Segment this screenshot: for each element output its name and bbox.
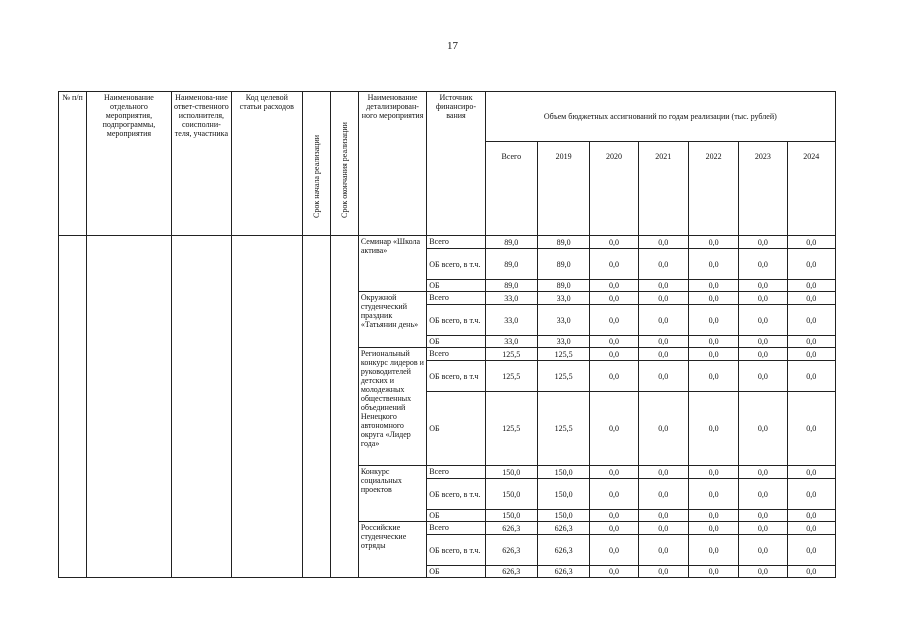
budget-value-cell: 0,0 [638, 280, 688, 292]
budget-value-cell: 0,0 [739, 510, 787, 522]
budget-value-cell: 0,0 [590, 522, 638, 535]
budget-value-cell: 0,0 [590, 280, 638, 292]
budget-value-cell: 0,0 [688, 361, 738, 392]
funding-source-cell: ОБ всего, в т.ч [427, 361, 485, 392]
col-detailed-header: Наименование детализирован-ного мероприятия [358, 92, 426, 236]
col-no-header: № п/п [59, 92, 87, 236]
budget-value-cell: 89,0 [485, 249, 537, 280]
funding-source-cell: ОБ всего, в т.ч. [427, 535, 485, 566]
budget-value-cell: 0,0 [739, 348, 787, 361]
budget-table [58, 91, 836, 578]
col-end-header [330, 92, 358, 236]
table-row [59, 236, 836, 249]
detailed-activity-name: Семинар «Школа актива» [358, 236, 426, 292]
budget-value-cell: 0,0 [638, 249, 688, 280]
budget-value-cell: 0,0 [590, 249, 638, 280]
budget-value-cell: 0,0 [638, 361, 688, 392]
year-header: 2022 [688, 142, 738, 236]
budget-value-cell: 150,0 [537, 510, 589, 522]
budget-value-cell: 150,0 [537, 479, 589, 510]
budget-value-cell: 0,0 [787, 510, 835, 522]
year-header: 2021 [638, 142, 688, 236]
budget-value-cell: 0,0 [590, 510, 638, 522]
empty-merged-cell [302, 236, 330, 578]
budget-value-cell: 626,3 [537, 535, 589, 566]
funding-source-cell: ОБ всего, в т.ч. [427, 249, 485, 280]
table-body [59, 236, 836, 578]
empty-merged-cell [59, 236, 87, 578]
budget-value-cell: 0,0 [739, 361, 787, 392]
budget-header: Объем бюджетных ассигнований по годам реализации (тыс. рублей) [485, 92, 835, 142]
budget-value-cell: 626,3 [485, 566, 537, 578]
budget-value-cell: 0,0 [739, 292, 787, 305]
budget-value-cell: 89,0 [537, 249, 589, 280]
budget-value-cell: 0,0 [688, 392, 738, 466]
budget-value-cell: 0,0 [688, 280, 738, 292]
page-number: 17 [447, 40, 458, 52]
detailed-activity-name: Региональный конкурс лидеров и руководителей детских и молодежных общественных объединений Ненецкого автономного округа «Лидер года» [358, 348, 426, 466]
year-header: 2020 [590, 142, 638, 236]
budget-value-cell: 0,0 [638, 479, 688, 510]
funding-source-cell: ОБ всего, в т.ч. [427, 479, 485, 510]
budget-value-cell: 0,0 [787, 522, 835, 535]
detailed-activity-name: Российские студенческие отряды [358, 522, 426, 578]
budget-value-cell: 0,0 [688, 336, 738, 348]
budget-value-cell: 125,5 [485, 361, 537, 392]
budget-value-cell: 0,0 [739, 280, 787, 292]
col-start-header [302, 92, 330, 236]
budget-value-cell: 0,0 [590, 292, 638, 305]
budget-value-cell: 0,0 [590, 479, 638, 510]
budget-value-cell: 0,0 [739, 566, 787, 578]
budget-value-cell: 0,0 [688, 566, 738, 578]
budget-value-cell: 33,0 [537, 305, 589, 336]
budget-value-cell: 0,0 [787, 566, 835, 578]
detailed-activity-name: Окружной студенческий праздник «Татьянин день» [358, 292, 426, 348]
empty-merged-cell [171, 236, 231, 578]
end-date-label: Срок окончания реализации [339, 122, 349, 218]
budget-value-cell: 0,0 [590, 392, 638, 466]
funding-source-cell: Всего [427, 466, 485, 479]
empty-merged-cell [232, 236, 302, 578]
budget-value-cell: 0,0 [787, 292, 835, 305]
budget-value-cell: 0,0 [787, 336, 835, 348]
budget-value-cell: 0,0 [638, 236, 688, 249]
funding-source-cell: ОБ [427, 566, 485, 578]
funding-source-cell: ОБ [427, 510, 485, 522]
budget-value-cell: 0,0 [739, 305, 787, 336]
budget-value-cell: 0,0 [739, 392, 787, 466]
budget-value-cell: 0,0 [739, 236, 787, 249]
budget-value-cell: 0,0 [787, 479, 835, 510]
budget-value-cell: 0,0 [688, 305, 738, 336]
budget-value-cell: 626,3 [537, 522, 589, 535]
budget-value-cell: 0,0 [638, 522, 688, 535]
budget-value-cell: 0,0 [638, 535, 688, 566]
budget-value-cell: 0,0 [739, 535, 787, 566]
budget-value-cell: 0,0 [787, 466, 835, 479]
budget-value-cell: 0,0 [688, 510, 738, 522]
budget-value-cell: 89,0 [537, 280, 589, 292]
budget-value-cell: 125,5 [537, 392, 589, 466]
budget-value-cell: 0,0 [638, 305, 688, 336]
funding-source-cell: ОБ [427, 392, 485, 466]
budget-value-cell: 0,0 [590, 361, 638, 392]
budget-value-cell: 0,0 [638, 292, 688, 305]
budget-value-cell: 0,0 [638, 348, 688, 361]
budget-value-cell: 0,0 [739, 336, 787, 348]
budget-value-cell: 626,3 [537, 566, 589, 578]
budget-value-cell: 89,0 [485, 236, 537, 249]
budget-value-cell: 125,5 [537, 361, 589, 392]
budget-value-cell: 0,0 [787, 249, 835, 280]
detailed-activity-name: Конкурс социальных проектов [358, 466, 426, 522]
budget-value-cell: 0,0 [590, 466, 638, 479]
budget-value-cell: 0,0 [590, 566, 638, 578]
budget-value-cell: 0,0 [638, 510, 688, 522]
budget-value-cell: 0,0 [638, 566, 688, 578]
budget-value-cell: 0,0 [688, 466, 738, 479]
funding-source-cell: ОБ [427, 336, 485, 348]
budget-value-cell: 150,0 [485, 510, 537, 522]
funding-source-cell: Всего [427, 292, 485, 305]
year-header: Всего [485, 142, 537, 236]
budget-value-cell: 125,5 [537, 348, 589, 361]
budget-value-cell: 0,0 [787, 361, 835, 392]
budget-value-cell: 89,0 [537, 236, 589, 249]
budget-value-cell: 0,0 [739, 249, 787, 280]
budget-value-cell: 0,0 [590, 348, 638, 361]
col-source-header: Источник финансиро-вания [427, 92, 485, 236]
budget-value-cell: 0,0 [787, 535, 835, 566]
budget-value-cell: 0,0 [688, 236, 738, 249]
col-code-header: Код целевой статьи расходов [232, 92, 302, 236]
budget-value-cell: 0,0 [739, 522, 787, 535]
budget-value-cell: 0,0 [590, 336, 638, 348]
year-header: 2024 [787, 142, 835, 236]
budget-value-cell: 89,0 [485, 280, 537, 292]
year-header: 2023 [739, 142, 787, 236]
budget-value-cell: 0,0 [787, 348, 835, 361]
budget-value-cell: 125,5 [485, 392, 537, 466]
col-executor-header: Наименова-ние ответ-ственного исполнителя, соисполни-теля, участника [171, 92, 231, 236]
budget-value-cell: 0,0 [590, 305, 638, 336]
budget-value-cell: 125,5 [485, 348, 537, 361]
budget-value-cell: 150,0 [485, 479, 537, 510]
budget-value-cell: 150,0 [485, 466, 537, 479]
empty-merged-cell [330, 236, 358, 578]
budget-value-cell: 150,0 [537, 466, 589, 479]
budget-value-cell: 33,0 [537, 292, 589, 305]
funding-source-cell: Всего [427, 522, 485, 535]
budget-value-cell: 0,0 [739, 479, 787, 510]
budget-value-cell: 0,0 [787, 280, 835, 292]
budget-value-cell: 0,0 [688, 348, 738, 361]
budget-value-cell: 0,0 [787, 392, 835, 466]
start-date-label: Срок начала реализации [311, 134, 321, 218]
budget-value-cell: 0,0 [638, 466, 688, 479]
year-header: 2019 [537, 142, 589, 236]
budget-value-cell: 33,0 [485, 305, 537, 336]
empty-merged-cell [87, 236, 172, 578]
budget-value-cell: 33,0 [537, 336, 589, 348]
budget-value-cell: 0,0 [590, 236, 638, 249]
budget-value-cell: 0,0 [638, 336, 688, 348]
budget-value-cell: 0,0 [739, 466, 787, 479]
funding-source-cell: ОБ [427, 280, 485, 292]
funding-source-cell: Всего [427, 236, 485, 249]
budget-value-cell: 0,0 [787, 305, 835, 336]
budget-value-cell: 0,0 [590, 535, 638, 566]
budget-value-cell: 0,0 [688, 292, 738, 305]
funding-source-cell: ОБ всего, в т.ч. [427, 305, 485, 336]
budget-value-cell: 0,0 [787, 236, 835, 249]
budget-value-cell: 626,3 [485, 535, 537, 566]
budget-value-cell: 0,0 [638, 392, 688, 466]
budget-value-cell: 0,0 [688, 535, 738, 566]
budget-value-cell: 626,3 [485, 522, 537, 535]
budget-value-cell: 33,0 [485, 336, 537, 348]
budget-value-cell: 0,0 [688, 522, 738, 535]
col-activity-header: Наименование отдельного мероприятия, подпрограммы, мероприятия [87, 92, 172, 236]
budget-value-cell: 33,0 [485, 292, 537, 305]
budget-value-cell: 0,0 [688, 479, 738, 510]
budget-value-cell: 0,0 [688, 249, 738, 280]
funding-source-cell: Всего [427, 348, 485, 361]
